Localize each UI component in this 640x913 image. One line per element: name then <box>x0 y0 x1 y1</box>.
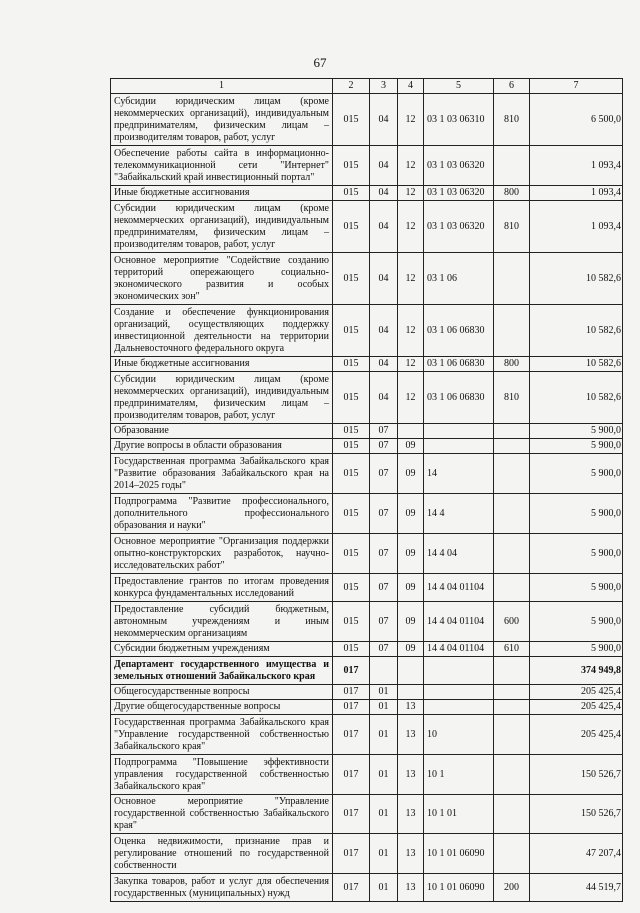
row-ministry-code: 015 <box>333 534 370 574</box>
row-name: Предоставление грантов по итогам проведения конкурса фундаментальных исследований <box>111 574 333 602</box>
row-section-code <box>370 657 398 685</box>
row-section-code: 04 <box>370 94 398 146</box>
row-subsection-code <box>398 424 424 439</box>
row-amount: 10 582,6 <box>530 372 623 424</box>
row-expense-type <box>494 534 530 574</box>
row-amount: 5 900,0 <box>530 494 623 534</box>
table-row <box>111 201 623 253</box>
row-section-code: 01 <box>370 874 398 902</box>
row-subsection-code: 13 <box>398 874 424 902</box>
row-ministry-code: 017 <box>333 700 370 715</box>
row-amount: 5 900,0 <box>530 534 623 574</box>
table-row <box>111 700 623 715</box>
row-ministry-code: 015 <box>333 146 370 186</box>
row-amount: 205 425,4 <box>530 700 623 715</box>
row-subsection-code: 09 <box>398 534 424 574</box>
row-amount: 1 093,4 <box>530 186 623 201</box>
row-expense-type <box>494 715 530 755</box>
row-target-code: 03 1 03 06320 <box>424 201 494 253</box>
row-name: Субсидии бюджетным учреждениям <box>111 642 333 657</box>
row-amount: 5 900,0 <box>530 439 623 454</box>
table-row <box>111 534 623 574</box>
row-name: Субсидии юридическим лицам (кроме некоммерческих организаций), индивидуальным предпринимателям, физическим лицам – производителям товаров, работ, услуг <box>111 372 333 424</box>
table-row <box>111 253 623 305</box>
row-expense-type <box>494 685 530 700</box>
row-section-code: 04 <box>370 146 398 186</box>
row-subsection-code: 13 <box>398 795 424 834</box>
row-target-code: 03 1 03 06320 <box>424 146 494 186</box>
row-name: Субсидии юридическим лицам (кроме некоммерческих организаций), индивидуальным предпринимателям, физическим лицам – производителям товаров, работ, услуг <box>111 201 333 253</box>
row-section-code: 04 <box>370 186 398 201</box>
row-section-code: 04 <box>370 372 398 424</box>
row-expense-type: 810 <box>494 372 530 424</box>
row-name: Департамент государственного имущества и земельных отношений Забайкальского края <box>111 657 333 685</box>
row-ministry-code: 017 <box>333 657 370 685</box>
table-row <box>111 146 623 186</box>
table-row <box>111 574 623 602</box>
row-expense-type <box>494 424 530 439</box>
row-target-code <box>424 657 494 685</box>
table-row <box>111 94 623 146</box>
row-ministry-code: 015 <box>333 201 370 253</box>
row-name: Иные бюджетные ассигнования <box>111 186 333 201</box>
row-section-code: 04 <box>370 253 398 305</box>
row-amount: 1 093,4 <box>530 146 623 186</box>
row-section-code: 01 <box>370 834 398 874</box>
row-ministry-code: 015 <box>333 454 370 494</box>
row-section-code: 07 <box>370 454 398 494</box>
row-subsection-code <box>398 685 424 700</box>
row-expense-type <box>494 574 530 602</box>
row-section-code: 04 <box>370 357 398 372</box>
table-row <box>111 372 623 424</box>
row-ministry-code: 015 <box>333 602 370 642</box>
row-expense-type: 610 <box>494 642 530 657</box>
row-target-code: 10 <box>424 715 494 755</box>
row-ministry-code: 015 <box>333 357 370 372</box>
row-expense-type <box>494 494 530 534</box>
row-ministry-code: 015 <box>333 186 370 201</box>
row-section-code: 07 <box>370 642 398 657</box>
row-amount: 150 526,7 <box>530 755 623 795</box>
row-subsection-code: 12 <box>398 305 424 357</box>
row-ministry-code: 015 <box>333 372 370 424</box>
row-amount: 205 425,4 <box>530 715 623 755</box>
row-section-code: 07 <box>370 574 398 602</box>
row-subsection-code: 12 <box>398 146 424 186</box>
row-name: Предоставление субсидий бюджетным, автономным учреждениям и иным некоммерческим организациям <box>111 602 333 642</box>
row-section-code: 07 <box>370 494 398 534</box>
table-row <box>111 439 623 454</box>
row-ministry-code: 015 <box>333 642 370 657</box>
table-row <box>111 186 623 201</box>
row-amount: 1 093,4 <box>530 201 623 253</box>
row-section-code: 07 <box>370 534 398 574</box>
row-amount: 5 900,0 <box>530 642 623 657</box>
row-name: Основное мероприятие "Организация поддержки опытно-конструкторских разработок, научно-исследовательских работ" <box>111 534 333 574</box>
row-name: Подпрограмма "Повышение эффективности управления государственной собственностью Забайкальского края" <box>111 755 333 795</box>
row-expense-type <box>494 795 530 834</box>
row-target-code: 14 4 04 01104 <box>424 602 494 642</box>
row-name: Другие вопросы в области образования <box>111 439 333 454</box>
row-subsection-code: 12 <box>398 253 424 305</box>
row-subsection-code <box>398 657 424 685</box>
table-row <box>111 305 623 357</box>
row-subsection-code: 13 <box>398 715 424 755</box>
row-ministry-code: 017 <box>333 834 370 874</box>
row-target-code: 03 1 03 06310 <box>424 94 494 146</box>
row-name: Закупка товаров, работ и услуг для обеспечения государственных (муниципальных) нужд <box>111 874 333 902</box>
row-subsection-code: 12 <box>398 201 424 253</box>
row-amount: 5 900,0 <box>530 574 623 602</box>
page-number: 67 <box>313 55 327 70</box>
row-amount: 47 207,4 <box>530 834 623 874</box>
row-target-code <box>424 439 494 454</box>
row-subsection-code: 13 <box>398 700 424 715</box>
row-ministry-code: 017 <box>333 795 370 834</box>
row-name: Создание и обеспечение функционирования организаций, осуществляющих поддержку инвестиционной деятельности на территории Дальневосточного федерального округа <box>111 305 333 357</box>
row-subsection-code: 09 <box>398 642 424 657</box>
table-row <box>111 874 623 902</box>
row-target-code <box>424 424 494 439</box>
row-target-code: 03 1 06 06830 <box>424 305 494 357</box>
row-subsection-code: 13 <box>398 755 424 795</box>
row-expense-type <box>494 700 530 715</box>
row-target-code: 14 4 04 01104 <box>424 642 494 657</box>
row-name: Государственная программа Забайкальского края "Управление государственной собственностью Забайкальского края" <box>111 715 333 755</box>
row-subsection-code: 12 <box>398 372 424 424</box>
row-expense-type <box>494 657 530 685</box>
table-row <box>111 685 623 700</box>
header-col-6: 6 <box>494 79 530 94</box>
table-row <box>111 642 623 657</box>
table-body <box>111 94 623 902</box>
row-expense-type <box>494 755 530 795</box>
row-subsection-code: 09 <box>398 454 424 494</box>
row-amount: 10 582,6 <box>530 305 623 357</box>
row-target-code: 10 1 01 06090 <box>424 834 494 874</box>
row-section-code: 07 <box>370 439 398 454</box>
table-row <box>111 602 623 642</box>
row-amount: 5 900,0 <box>530 454 623 494</box>
row-subsection-code: 13 <box>398 834 424 874</box>
row-ministry-code: 015 <box>333 494 370 534</box>
row-name: Иные бюджетные ассигнования <box>111 357 333 372</box>
row-target-code: 03 1 03 06320 <box>424 186 494 201</box>
row-expense-type: 600 <box>494 602 530 642</box>
budget-table <box>110 78 623 902</box>
row-expense-type: 800 <box>494 357 530 372</box>
row-section-code: 01 <box>370 755 398 795</box>
header-col-3: 3 <box>370 79 398 94</box>
row-ministry-code: 015 <box>333 253 370 305</box>
row-ministry-code: 015 <box>333 439 370 454</box>
row-expense-type <box>494 305 530 357</box>
row-name: Оценка недвижимости, признание прав и регулирование отношений по государственной собственности <box>111 834 333 874</box>
header-col-5: 5 <box>424 79 494 94</box>
table-row <box>111 755 623 795</box>
row-section-code: 01 <box>370 685 398 700</box>
header-col-2: 2 <box>333 79 370 94</box>
row-amount: 10 582,6 <box>530 253 623 305</box>
row-expense-type <box>494 454 530 494</box>
table-row <box>111 494 623 534</box>
row-name: Субсидии юридическим лицам (кроме некоммерческих организаций), индивидуальным предпринимателям, физическим лицам – производителям товаров, работ, услуг <box>111 94 333 146</box>
table-row <box>111 657 623 685</box>
row-name: Другие общегосударственные вопросы <box>111 700 333 715</box>
row-section-code: 04 <box>370 201 398 253</box>
row-target-code: 10 1 01 <box>424 795 494 834</box>
row-subsection-code: 09 <box>398 439 424 454</box>
table-header-row <box>111 79 623 94</box>
row-expense-type <box>494 834 530 874</box>
row-amount: 150 526,7 <box>530 795 623 834</box>
row-target-code <box>424 685 494 700</box>
row-subsection-code: 09 <box>398 602 424 642</box>
table-row <box>111 357 623 372</box>
header-col-7: 7 <box>530 79 623 94</box>
row-section-code: 07 <box>370 602 398 642</box>
row-subsection-code: 12 <box>398 357 424 372</box>
row-amount: 6 500,0 <box>530 94 623 146</box>
header-col-1: 1 <box>111 79 333 94</box>
row-amount: 10 582,6 <box>530 357 623 372</box>
row-expense-type: 200 <box>494 874 530 902</box>
row-amount: 5 900,0 <box>530 602 623 642</box>
row-subsection-code: 09 <box>398 574 424 602</box>
row-ministry-code: 015 <box>333 305 370 357</box>
row-target-code: 03 1 06 <box>424 253 494 305</box>
row-section-code: 01 <box>370 700 398 715</box>
row-ministry-code: 015 <box>333 424 370 439</box>
row-expense-type: 810 <box>494 94 530 146</box>
row-expense-type <box>494 253 530 305</box>
row-ministry-code: 017 <box>333 685 370 700</box>
row-ministry-code: 017 <box>333 874 370 902</box>
row-name: Основное мероприятие "Содействие созданию территорий опережающего социально-экономического развития и особых экономических зон" <box>111 253 333 305</box>
row-ministry-code: 015 <box>333 574 370 602</box>
row-amount: 5 900,0 <box>530 424 623 439</box>
row-target-code <box>424 700 494 715</box>
row-target-code: 14 4 04 <box>424 534 494 574</box>
row-name: Основное мероприятие "Управление государственной собственностью Забайкальского края" <box>111 795 333 834</box>
row-target-code: 03 1 06 06830 <box>424 357 494 372</box>
table-row <box>111 454 623 494</box>
row-section-code: 07 <box>370 424 398 439</box>
row-expense-type: 810 <box>494 201 530 253</box>
row-ministry-code: 015 <box>333 94 370 146</box>
row-section-code: 01 <box>370 715 398 755</box>
table-row <box>111 795 623 834</box>
row-section-code: 04 <box>370 305 398 357</box>
row-amount: 44 519,7 <box>530 874 623 902</box>
row-subsection-code: 12 <box>398 94 424 146</box>
row-subsection-code: 09 <box>398 494 424 534</box>
row-expense-type: 800 <box>494 186 530 201</box>
row-target-code: 10 1 01 06090 <box>424 874 494 902</box>
row-amount: 374 949,8 <box>530 657 623 685</box>
row-target-code: 10 1 <box>424 755 494 795</box>
row-name: Образование <box>111 424 333 439</box>
row-amount: 205 425,4 <box>530 685 623 700</box>
row-name: Государственная программа Забайкальского края "Развитие образования Забайкальского края на 2014–2025 годы" <box>111 454 333 494</box>
table-row <box>111 715 623 755</box>
row-target-code: 03 1 06 06830 <box>424 372 494 424</box>
row-name: Подпрограмма "Развитие профессионального, дополнительного профессионального образования и науки" <box>111 494 333 534</box>
row-subsection-code: 12 <box>398 186 424 201</box>
row-name: Общегосударственные вопросы <box>111 685 333 700</box>
row-target-code: 14 <box>424 454 494 494</box>
row-expense-type <box>494 439 530 454</box>
row-name: Обеспечение работы сайта в информационно-телекоммуникационной сети "Интернет" "Забайкальский край инвестиционный портал" <box>111 146 333 186</box>
row-target-code: 14 4 <box>424 494 494 534</box>
row-target-code: 14 4 04 01104 <box>424 574 494 602</box>
row-ministry-code: 017 <box>333 715 370 755</box>
row-section-code: 01 <box>370 795 398 834</box>
header-col-4: 4 <box>398 79 424 94</box>
row-expense-type <box>494 146 530 186</box>
row-ministry-code: 017 <box>333 755 370 795</box>
table-row <box>111 834 623 874</box>
table-row <box>111 424 623 439</box>
